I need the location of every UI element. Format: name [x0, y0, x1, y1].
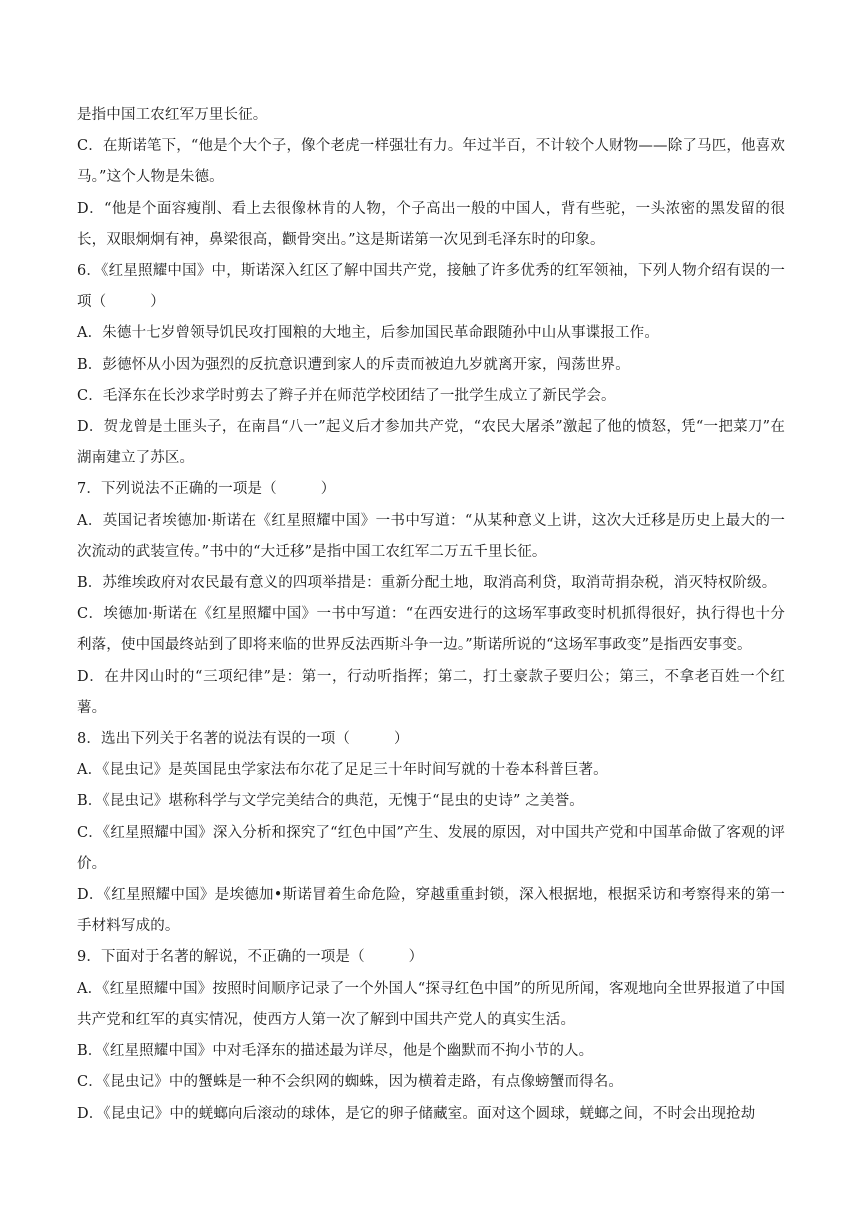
- q8-option-d: D．《红星照耀中国》是埃德加•斯诺冒着生命危险，穿越重重封锁，深入根据地，根据采访和考察得来的第一手材料写成的。: [77, 887, 785, 935]
- q7-stem: 7．下列说法不正确的一项是（ ）: [77, 481, 336, 498]
- q7-option-c: C．埃德加·斯诺在《红星照耀中国》一书中写道：“在西安进行的这场军事政变时机抓得很好，执行得也十分利落，使中国最终站到了即将来临的世界反法西斯斗争一边。”斯诺所说的“这场军事政变”是指西安事变。: [77, 606, 785, 654]
- q9-stem: 9．下面对于名著的解说，不正确的一项是（ ）: [77, 949, 424, 966]
- q5-option-d: D．“他是个面容瘦削、看上去很像林肯的人物，个子高出一般的中国人，背有些驼，一头浓密的黑发留的很长，双眼炯炯有神，鼻梁很高，颧骨突出。”这是斯诺第一次见到毛泽东时的印象。: [77, 200, 785, 248]
- q9-option-b: B．《红星照耀中国》中对毛泽东的描述最为详尽，他是个幽默而不拘小节的人。: [77, 1043, 594, 1060]
- q7-option-d: D．在井冈山时的“三项纪律”是：第一，行动听指挥；第二，打土豪款子要归公；第三，不拿老百姓一个红薯。: [77, 668, 785, 716]
- q5-option-c: C．在斯诺笔下，“他是个大个子，像个老虎一样强壮有力。年过半百，不计较个人财物——除了马匹，他喜欢马。”这个人物是朱德。: [77, 138, 785, 186]
- q7-option-a: A．英国记者埃德加·斯诺在《红星照耀中国》一书中写道：“从某种意义上讲，这次大迁移是历史上最大的一次流动的武装宣传。”书中的“大迁移”是指中国工农红军二万五千里长征。: [77, 512, 785, 560]
- paragraph-continuation: 是指中国工农红军万里长征。: [77, 107, 268, 123]
- q6-option-c: C．毛泽东在长沙求学时剪去了辫子并在师范学校团结了一批学生成立了新民学会。: [77, 387, 616, 404]
- q6-option-a: A．朱德十七岁曾领导饥民攻打囤粮的大地主，后参加国民革命跟随孙中山从事谍报工作。: [77, 325, 659, 342]
- q8-option-a: A．《昆虫记》是英国昆虫学家法布尔花了足足三十年时间写就的十卷本科普巨著。: [77, 762, 608, 779]
- q9-option-c: C．《昆虫记》中的蟹蛛是一种不会织网的蜘蛛，因为横着走路，有点像螃蟹而得名。: [77, 1074, 624, 1091]
- q6-option-d: D．贺龙曾是土匪头子，在南昌“八一”起义后才参加共产党，“农民大屠杀”激起了他的愤怒，凭“一把菜刀”在湖南建立了苏区。: [77, 419, 785, 467]
- q9-option-d: D．《昆虫记》中的蜣螂向后滚动的球体，是它的卵子储藏室。面对这个圆球，蜣螂之间，不时会出现抢劫: [77, 1105, 756, 1122]
- q8-option-b: B．《昆虫记》堪称科学与文学完美结合的典范，无愧于“昆虫的史诗” 之美誉。: [77, 793, 584, 810]
- q7-option-b: B．苏维埃政府对农民最有意义的四项举措是：重新分配土地，取消高利贷，取消苛捐杂税，消灭特权阶级。: [77, 575, 777, 592]
- q6-stem: 6．《红星照耀中国》中，斯诺深入红区了解中国共产党，接触了许多优秀的红军领袖，下列人物介绍有误的一项（ ）: [77, 263, 785, 311]
- q8-stem: 8．选出下列关于名著的说法有误的一项（ ）: [77, 731, 409, 748]
- q8-option-c: C．《红星照耀中国》深入分析和探究了“红色中国”产生、发展的原因，对中国共产党和中国革命做了客观的评价。: [77, 824, 785, 872]
- q9-option-a: A．《红星照耀中国》按照时间顺序记录了一个外国人“探寻红色中国”的所见所闻，客观地向全世界报道了中国共产党和红军的真实情况，使西方人第一次了解到中国共产党人的真实生活。: [77, 980, 785, 1028]
- q6-option-b: B．彭德怀从小因为强烈的反抗意识遭到家人的斥责而被迫九岁就离开家，闯荡世界。: [77, 356, 630, 373]
- document-body: [77, 100, 785, 1130]
